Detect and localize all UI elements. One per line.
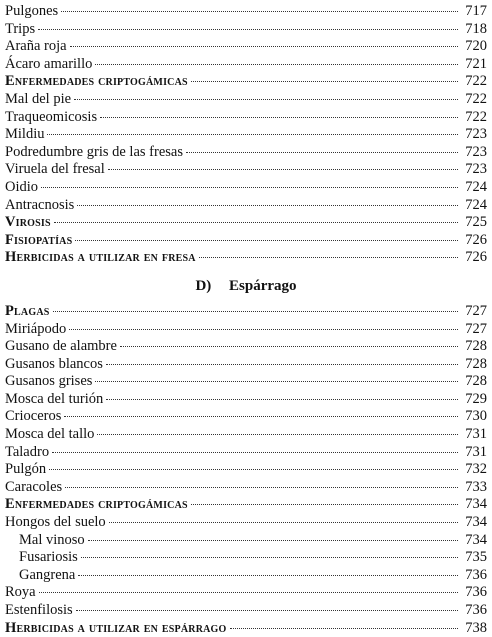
toc-entry-page-number: 728: [465, 373, 487, 390]
toc-entry-label: Herbicidas a utilizar en espárrago: [5, 619, 227, 636]
toc-entry-label: Mosca del tallo: [5, 426, 95, 443]
toc-entry-label: Roya: [5, 584, 36, 601]
dot-leader: [81, 557, 458, 558]
toc-entry-page-number: 734: [465, 531, 487, 548]
dot-leader: [120, 346, 458, 347]
toc-entry-label: Miriápodo: [5, 320, 67, 337]
toc-entry: [5, 109, 487, 127]
toc-entry-label: Gusanos blancos: [5, 355, 103, 372]
dot-leader: [70, 46, 458, 47]
toc-entry-label: Mal del pie: [5, 90, 72, 107]
toc-entry-page-number: 731: [465, 426, 487, 443]
toc-entry: [5, 56, 487, 74]
toc-entry-label: Gangrena: [19, 566, 76, 583]
toc-entry-label: Pulgón: [5, 461, 47, 478]
toc-entry-page-number: 725: [465, 214, 487, 231]
toc-entry-label: Mosca del turión: [5, 390, 104, 407]
toc-entry-page-number: 727: [465, 302, 487, 319]
section-letter: D): [195, 277, 212, 294]
toc-entry: [5, 584, 487, 602]
table-of-contents: [5, 3, 487, 637]
toc-entry: [5, 126, 487, 144]
toc-entry-page-number: 731: [465, 443, 487, 460]
toc-entry-page-number: 726: [465, 231, 487, 248]
toc-entry: [5, 161, 487, 179]
toc-entry: [5, 144, 487, 162]
toc-entry: [5, 461, 487, 479]
toc-entry-page-number: 732: [465, 461, 487, 478]
toc-entry-page-number: 723: [465, 143, 487, 160]
toc-entry: [5, 479, 487, 497]
toc-entry: [5, 391, 487, 409]
dot-leader: [75, 240, 458, 241]
toc-entry-label: Antracnosis: [5, 196, 75, 213]
toc-entry-page-number: 730: [465, 408, 487, 425]
toc-entry: [5, 91, 487, 109]
toc-entry-label: Araña roja: [5, 38, 67, 55]
toc-entry: [5, 514, 487, 532]
dot-leader: [186, 152, 458, 153]
toc-entry-page-number: 723: [465, 161, 487, 178]
toc-entry-page-number: 735: [465, 549, 487, 566]
toc-entry-label: Gusanos grises: [5, 373, 93, 390]
toc-entry: [5, 620, 487, 637]
toc-entry-label: Fisiopatías: [5, 231, 73, 248]
dot-leader: [49, 469, 458, 470]
toc-entry: [5, 179, 487, 197]
toc-entry-label: Enfermedades criptogámicas: [5, 496, 188, 513]
toc-entry-page-number: 736: [465, 566, 487, 583]
toc-entry-label: Enfermedades criptogámicas: [5, 73, 188, 90]
toc-entry-page-number: 729: [465, 390, 487, 407]
toc-entry-label: Ácaro amarillo: [5, 55, 93, 72]
toc-entry: [5, 532, 487, 550]
dot-leader: [97, 434, 458, 435]
toc-entry-page-number: 736: [465, 584, 487, 601]
toc-entry: [5, 408, 487, 426]
dot-leader: [191, 504, 458, 505]
section-title-text: Espárrago: [229, 277, 297, 294]
dot-leader: [41, 187, 458, 188]
toc-entry-label: Traqueomicosis: [5, 108, 98, 125]
dot-leader: [54, 222, 458, 223]
toc-entry-page-number: 734: [465, 496, 487, 513]
toc-entry: [5, 567, 487, 585]
dot-leader: [199, 257, 458, 258]
toc-entry-label: Trips: [5, 20, 36, 37]
dot-leader: [230, 628, 458, 629]
toc-entry: [5, 338, 487, 356]
toc-entry-label: Mildiu: [5, 126, 45, 143]
dot-leader: [76, 610, 458, 611]
toc-entry: [5, 373, 487, 391]
toc-entry: [5, 21, 487, 39]
dot-leader: [106, 364, 458, 365]
dot-leader: [77, 205, 458, 206]
toc-entry-page-number: 724: [465, 178, 487, 195]
section-heading: [5, 277, 487, 295]
toc-entry: [5, 496, 487, 514]
dot-leader: [95, 381, 458, 382]
toc-entry: [5, 426, 487, 444]
dot-leader: [39, 592, 458, 593]
toc-entry-label: Crioceros: [5, 408, 62, 425]
toc-entry-label: Fusariosis: [19, 549, 78, 566]
toc-entry: [5, 549, 487, 567]
toc-list-esparrago: [5, 303, 487, 637]
toc-entry: [5, 602, 487, 620]
dot-leader: [38, 29, 458, 30]
toc-entry-label: Taladro: [5, 443, 50, 460]
toc-entry-page-number: 720: [465, 38, 487, 55]
dot-leader: [74, 99, 458, 100]
toc-entry-label: Plagas: [5, 302, 50, 319]
dot-leader: [69, 329, 458, 330]
toc-entry-label: Gusano de alambre: [5, 338, 117, 355]
toc-entry: [5, 197, 487, 215]
toc-entry-label: Herbicidas a utilizar en fresa: [5, 249, 196, 266]
dot-leader: [109, 522, 458, 523]
toc-entry-page-number: 728: [465, 338, 487, 355]
toc-entry-page-number: 722: [465, 108, 487, 125]
dot-leader: [53, 311, 458, 312]
dot-leader: [106, 399, 458, 400]
dot-leader: [88, 540, 458, 541]
toc-entry-label: Mal vinoso: [19, 531, 85, 548]
toc-entry-label: Oidio: [5, 178, 39, 195]
dot-leader: [95, 64, 458, 65]
toc-entry: [5, 303, 487, 321]
toc-entry-page-number: 738: [465, 619, 487, 636]
toc-entry-label: Estenfilosis: [5, 602, 73, 618]
toc-entry-label: Hongos del suelo: [5, 514, 106, 531]
dot-leader: [100, 117, 458, 118]
dot-leader: [78, 575, 458, 576]
toc-entry: [5, 73, 487, 91]
toc-entry-label: Pulgones: [5, 3, 59, 19]
toc-entry-label: Viruela del fresal: [5, 161, 105, 178]
toc-entry-page-number: 723: [465, 126, 487, 143]
dot-leader: [52, 452, 458, 453]
toc-entry: [5, 321, 487, 339]
toc-list-fresa: [5, 3, 487, 267]
toc-entry: [5, 232, 487, 250]
toc-entry: [5, 444, 487, 462]
toc-entry-page-number: 717: [465, 3, 487, 19]
toc-entry-label: Caracoles: [5, 478, 63, 495]
dot-leader: [108, 169, 458, 170]
dot-leader: [191, 81, 458, 82]
toc-entry-label: Virosis: [5, 214, 51, 231]
toc-entry-page-number: 726: [465, 249, 487, 266]
toc-entry: [5, 356, 487, 374]
toc-entry: [5, 214, 487, 232]
dot-leader: [47, 134, 458, 135]
dot-leader: [61, 11, 458, 12]
toc-entry-page-number: 727: [465, 320, 487, 337]
toc-entry-page-number: 734: [465, 514, 487, 531]
dot-leader: [64, 416, 458, 417]
toc-entry: [5, 3, 487, 21]
toc-entry-page-number: 718: [465, 20, 487, 37]
toc-entry: [5, 38, 487, 56]
toc-entry-page-number: 721: [465, 55, 487, 72]
toc-entry-page-number: 736: [465, 602, 487, 618]
toc-entry-page-number: 722: [465, 90, 487, 107]
toc-entry-page-number: 733: [465, 478, 487, 495]
toc-entry: [5, 249, 487, 267]
toc-entry-page-number: 722: [465, 73, 487, 90]
toc-entry-page-number: 724: [465, 196, 487, 213]
dot-leader: [65, 487, 458, 488]
toc-entry-label: Podredumbre gris de las fresas: [5, 143, 183, 160]
toc-entry-page-number: 728: [465, 355, 487, 372]
